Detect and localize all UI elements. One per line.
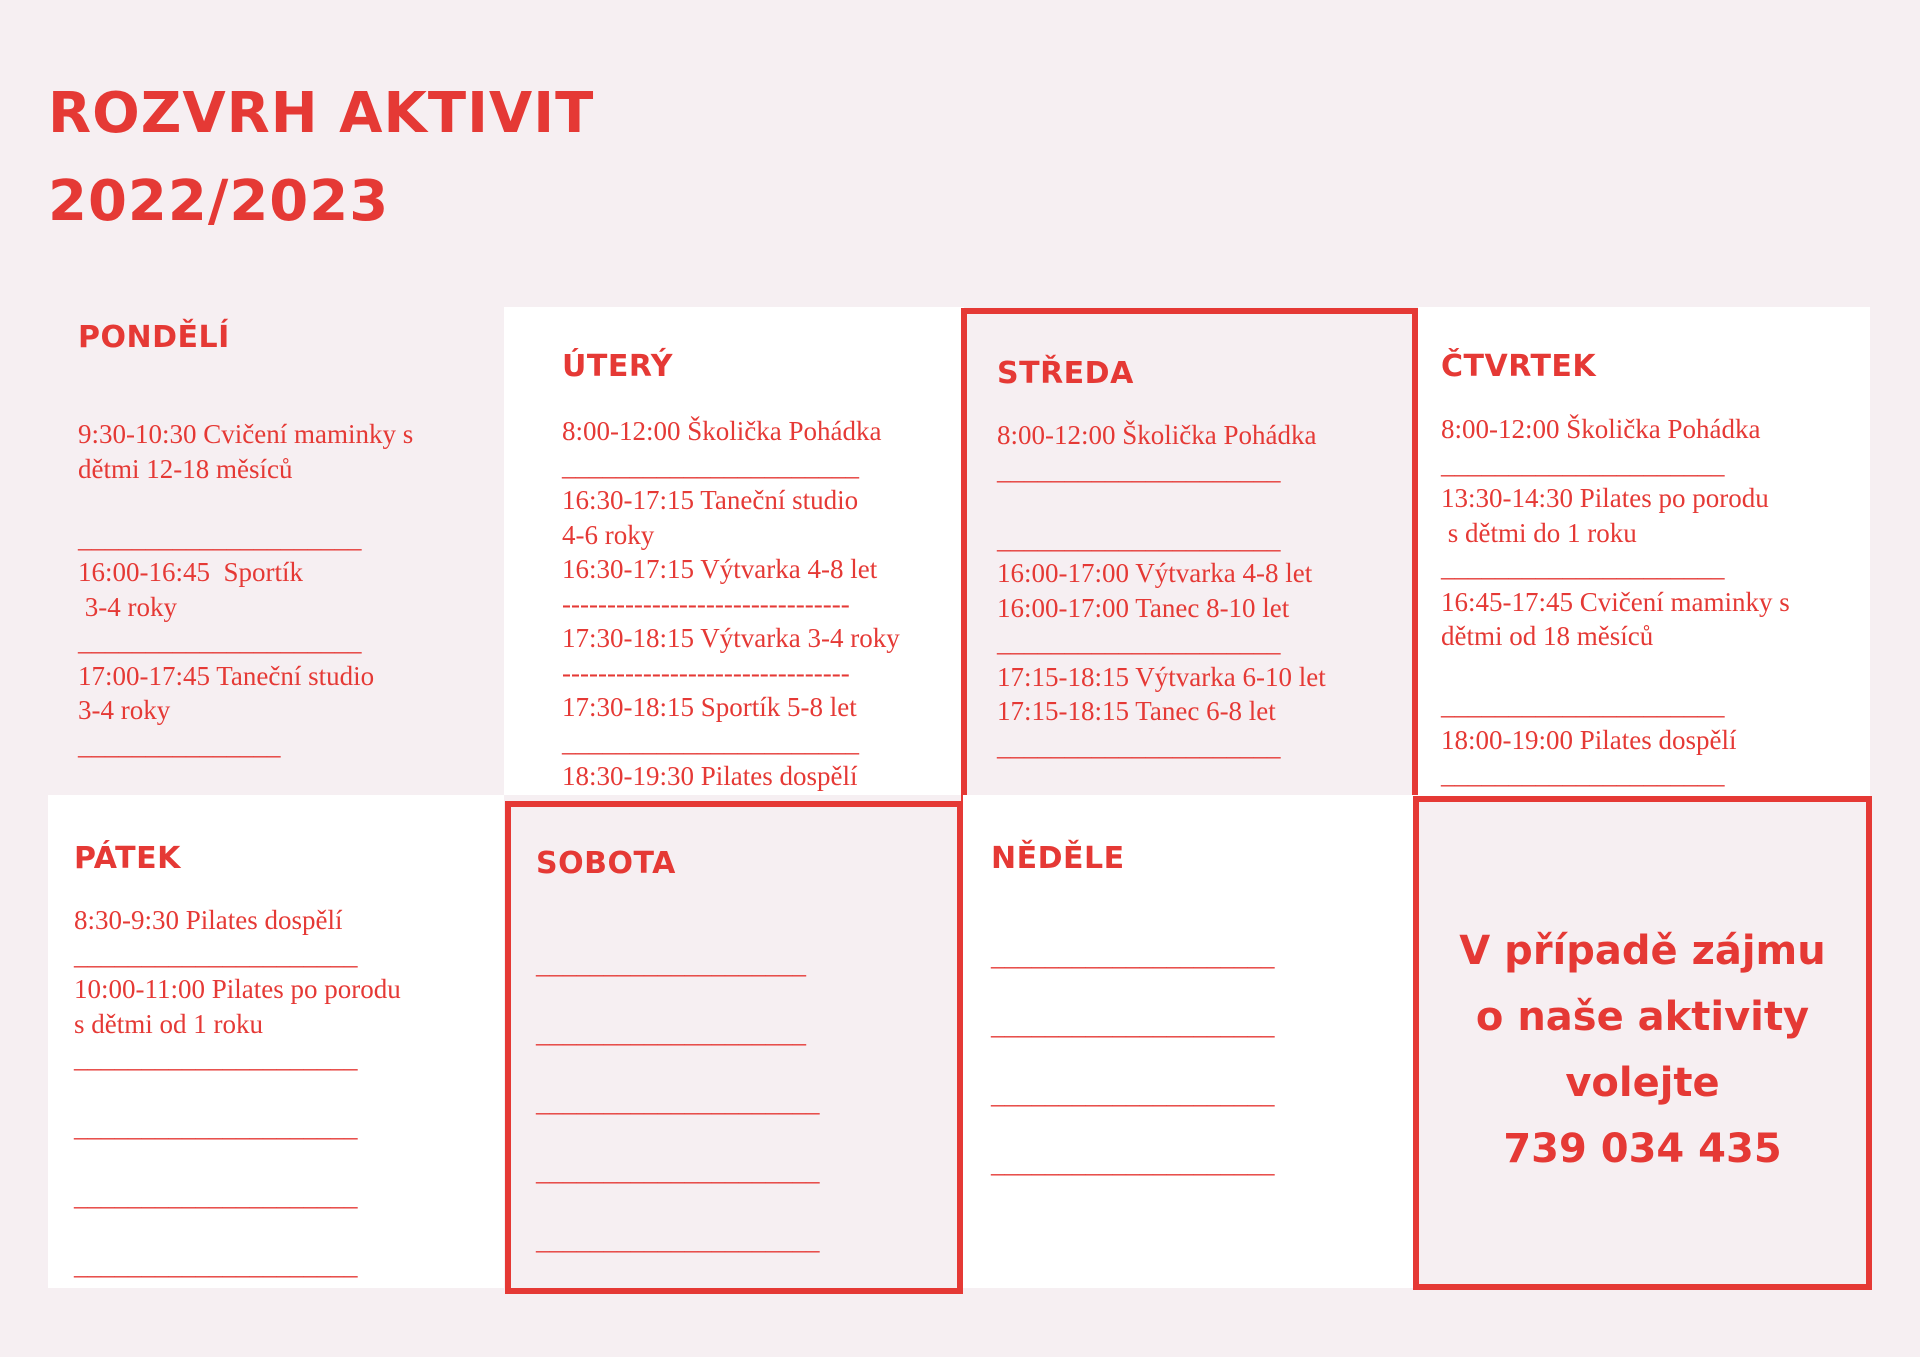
day-cell-saturday [505, 801, 963, 1294]
schedule-line [74, 1145, 401, 1180]
schedule-line: _____________________ [74, 1250, 358, 1280]
schedule-line [78, 762, 413, 797]
schedule-line: _____________________ [1441, 759, 1725, 789]
day-heading-sunday: NĚDĚLE [991, 841, 1125, 876]
contact-line-1: V případě zájmu [1459, 928, 1826, 974]
schedule-tuesday [562, 414, 900, 828]
schedule-line: 16:00-17:00 Výtvarka 4-8 let [997, 558, 1313, 588]
title-line-2: 2022/2023 [48, 169, 390, 234]
day-heading-saturday: SOBOTA [536, 846, 676, 881]
schedule-wednesday [997, 418, 1326, 832]
schedule-line: -------------------------------- [562, 588, 850, 619]
schedule-line: _____________________ [997, 523, 1281, 554]
schedule-line [536, 1189, 820, 1224]
day-cell-thursday [1418, 307, 1870, 797]
schedule-line [536, 982, 820, 1017]
schedule-saturday [536, 947, 820, 1258]
schedule-line: dětmi od 18 měsíců [1441, 621, 1654, 651]
schedule-line: _____________________ [997, 730, 1281, 761]
day-cell-wednesday [961, 308, 1418, 802]
schedule-line [74, 1214, 401, 1249]
schedule-line [536, 1120, 820, 1155]
day-cell-tuesday [504, 307, 964, 795]
contact-phone: 739 034 435 [1503, 1126, 1782, 1172]
schedule-line: _____________________ [1441, 552, 1725, 582]
contact-message [1419, 918, 1866, 1182]
schedule-line: _____________________ [78, 522, 362, 553]
schedule-line: 3-4 roky [78, 591, 177, 622]
schedule-line: _____________________ [74, 939, 358, 970]
schedule-line: _____________________ [74, 1181, 358, 1211]
schedule-line: 16:30-17:15 Výtvarka 4-8 let [562, 554, 878, 584]
schedule-line: _____________________ [536, 1156, 820, 1186]
schedule-line: 4-6 roky [562, 519, 655, 550]
schedule-line: 18:30-19:30 Pilates dospělí [562, 761, 858, 791]
schedule-line [997, 487, 1326, 522]
schedule-line: 17:00-17:45 Taneční studio [78, 660, 375, 691]
title-line-1: ROZVRH AKTIVIT [48, 81, 595, 146]
schedule-line: 3-4 roky [78, 695, 171, 725]
schedule-line: _____________________ [991, 1148, 1275, 1178]
day-cell-sunday [963, 795, 1418, 1288]
schedule-line: _____________________ [536, 1087, 820, 1117]
page-title [48, 70, 594, 246]
schedule-line: 13:30-14:30 Pilates po porodu [1441, 483, 1769, 513]
day-heading-thursday: ČTVRTEK [1441, 349, 1597, 384]
schedule-line [991, 974, 1275, 1009]
schedule-line: _____________________ [991, 941, 1275, 971]
schedule-line: _____________________ [991, 1079, 1275, 1109]
schedule-line: -------------------------------- [562, 657, 850, 688]
schedule-line: _____________________ [536, 1225, 820, 1255]
schedule-line: _____________________ [997, 454, 1281, 485]
schedule-line: 16:00-16:45 Sportík [78, 557, 304, 587]
schedule-line: 17:15-18:15 Tanec 6-8 let [997, 696, 1276, 726]
schedule-line: 17:30-18:15 Sportík 5-8 let [562, 692, 857, 722]
schedule-line: _____________________ [1441, 448, 1725, 479]
schedule-line: 10:00-11:00 Pilates po porodu [74, 974, 401, 1004]
schedule-line: 16:00-17:00 Tanec 8-10 let [997, 592, 1290, 623]
schedule-line: 17:30-18:15 Výtvarka 3-4 roky [562, 623, 900, 653]
schedule-line: _____________________ [74, 1112, 358, 1142]
schedule-line: 18:00-19:00 Pilates dospělí [1441, 724, 1737, 755]
schedule-line [74, 1076, 401, 1111]
schedule-thursday [1441, 412, 1790, 861]
day-cell-friday [48, 795, 504, 1288]
schedule-line: _____________________ [991, 1010, 1275, 1040]
day-cell-monday [48, 305, 504, 795]
schedule-line [536, 1051, 820, 1086]
day-heading-tuesday: ÚTERÝ [562, 349, 674, 384]
contact-line-3: volejte [1565, 1060, 1720, 1106]
schedule-line: ______________________ [562, 450, 859, 481]
schedule-line [991, 1043, 1275, 1078]
schedule-line: _____________________ [74, 1043, 358, 1073]
schedule-line: 8:30-9:30 Pilates dospělí [74, 905, 343, 935]
schedule-line: _____________________ [1441, 690, 1725, 720]
schedule-friday [74, 903, 401, 1283]
day-heading-wednesday: STŘEDA [997, 356, 1134, 391]
schedule-line: _____________________ [78, 626, 362, 656]
contact-cell [1413, 796, 1872, 1290]
schedule-line: ______________________ [562, 726, 859, 757]
contact-line-2: o naše aktivity [1475, 994, 1810, 1040]
schedule-line: ____________________ [536, 949, 806, 979]
schedule-line: 16:30-17:15 Taneční studio [562, 485, 859, 515]
schedule-line [1441, 654, 1790, 689]
day-heading-friday: PÁTEK [74, 841, 181, 876]
schedule-line: 17:15-18:15 Výtvarka 6-10 let [997, 661, 1326, 692]
schedule-line: s dětmi do 1 roku [1441, 517, 1637, 548]
schedule-line: ____________________ [536, 1018, 806, 1048]
day-heading-monday: PONDĚLÍ [78, 320, 230, 355]
schedule-line [997, 763, 1326, 798]
schedule-monday [78, 417, 413, 831]
schedule-line: _______________ [78, 729, 281, 760]
schedule-line: dětmi 12-18 měsíců [78, 453, 293, 484]
schedule-line [78, 486, 413, 521]
schedule-line: 16:45-17:45 Cvičení maminky s [1441, 586, 1790, 617]
schedule-line: s dětmi od 1 roku [74, 1008, 263, 1039]
schedule-line [991, 1112, 1275, 1147]
schedule-line: 8:00-12:00 Školička Pohádka [997, 420, 1317, 450]
schedule-line: 9:30-10:30 Cvičení maminky s [78, 419, 414, 449]
schedule-line: _____________________ [997, 627, 1281, 657]
schedule-line: 8:00-12:00 Školička Pohádka [562, 416, 882, 446]
schedule-line: 8:00-12:00 Školička Pohádka [1441, 414, 1761, 444]
schedule-sunday [991, 939, 1275, 1181]
